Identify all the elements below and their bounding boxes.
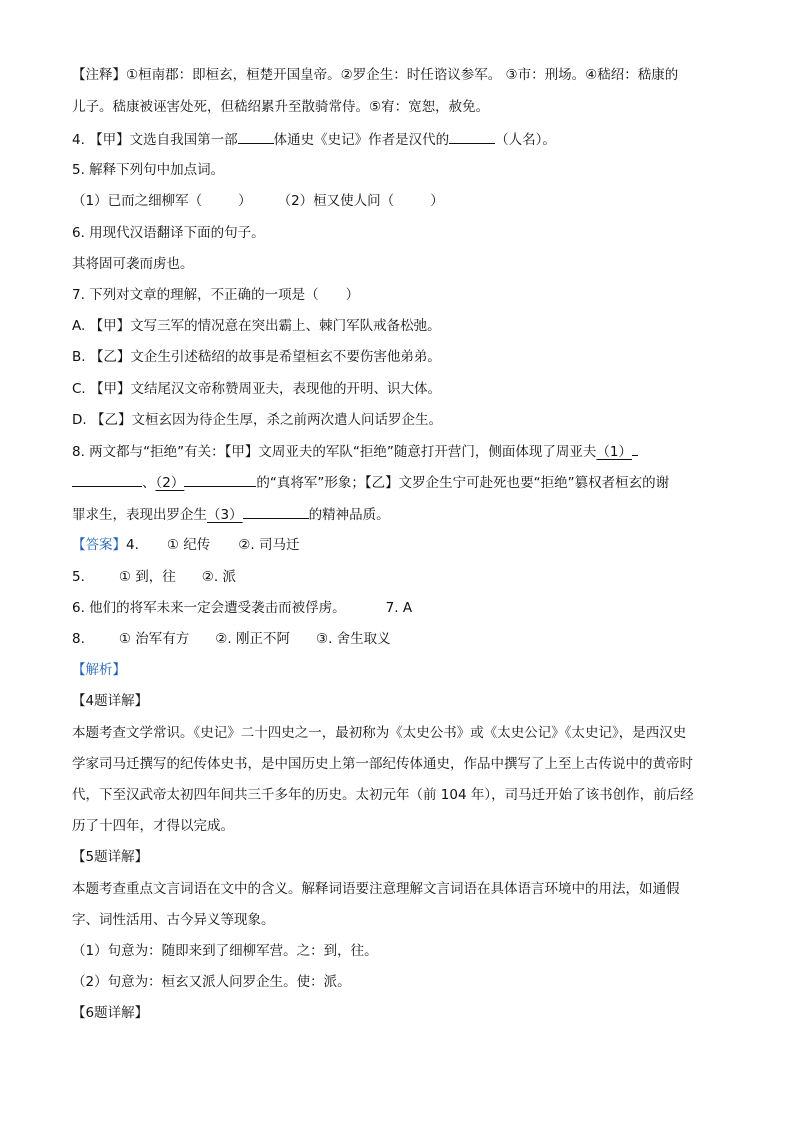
note-line-1: 【注释】①桓南郡：即桓玄，桓楚开国皇帝。②罗企生：时任谘议参军。 ③市：刑场。④嵇绍：嵇康的	[72, 67, 679, 83]
question-8-sep: 、	[142, 475, 156, 491]
question-8-blank-3: （3）	[207, 507, 243, 523]
blank-line	[72, 472, 142, 487]
question-4-text-a: 4. 【甲】文选自我国第一部	[72, 132, 238, 148]
answer-8-2: ②. 刚正不阿	[215, 631, 290, 647]
question-8-text-3a: 罪求生，表现出罗企生	[72, 507, 207, 523]
question-5-item-2-end: ）	[430, 193, 444, 209]
question-7-option-d: D. 【乙】文桓玄因为待企生厚，杀之前两次遣人问话罗企生。	[72, 412, 442, 428]
answer-line-5	[72, 567, 236, 587]
blank-line	[449, 129, 495, 144]
analysis-4-line-3: 代，下至汉武帝太初四年间共三千多年的历史。太初元年（前 104 年），司马迁开始了该书创作，前后经	[72, 787, 694, 803]
blank-line	[184, 472, 256, 487]
question-7-option-a: A. 【甲】文写三军的情况意在突出霸上、棘门军队戒备松弛。	[72, 318, 441, 334]
analysis-4-line-1: 本题考查文学常识。《史记》二十四史之一，最初称为《太史公书》或《太史公记》《太史记》，是西汉史	[72, 725, 687, 741]
question-7-title: 7. 下列对文章的理解，不正确的一项是（ ）	[72, 287, 360, 303]
answer-7: 7. A	[385, 600, 413, 616]
blank-line	[238, 129, 274, 144]
answer-5-1: ① 到，往	[118, 569, 176, 585]
analysis-label: 【解析】	[72, 662, 126, 678]
answer-4-number: 4.	[126, 537, 139, 553]
analysis-4-line-2: 学家司马迁撰写的纪传体史书，是中国历史上第一部纪传体通史，作品中撰写了上至上古传说中的黄帝时	[72, 756, 693, 772]
answer-line-8	[72, 629, 391, 649]
question-8-line-1	[72, 441, 638, 462]
answer-4-1: ① 纪传	[166, 537, 211, 553]
answer-4-2: ②. 司马迁	[238, 537, 300, 553]
question-7-option-b: B. 【乙】文企生引述嵇绍的故事是希望桓玄不要伤害他弟弟。	[72, 349, 441, 365]
analysis-heading-5: 【5题详解】	[72, 849, 149, 865]
answer-6: 6. 他们的将军未来一定会遭受袭击而被俘虏。	[72, 600, 346, 616]
question-8-text-3b: 的精神品质。	[308, 507, 390, 523]
answer-5-number: 5.	[72, 569, 85, 585]
question-7-option-c: C. 【甲】文结尾汉文帝称赞周亚夫，表现他的开明、识大体。	[72, 381, 442, 397]
analysis-5-line-4: （2）句意为：桓玄又派人问罗企生。使：派。	[72, 974, 351, 990]
note-line-2: 儿子。嵇康被诬害处死，但嵇绍累升至散骑常侍。⑤宥：宽恕，赦免。	[72, 99, 490, 115]
question-4-text-b: 体通史《史记》作者是汉代的	[273, 132, 450, 148]
question-5-item-2: （2）桓又使人问（	[277, 193, 395, 209]
answer-8-number: 8.	[72, 631, 85, 647]
question-6-sentence: 其将固可袭而虏也。	[72, 256, 194, 272]
blank-line	[243, 504, 309, 519]
answer-8-3: ③. 舍生取义	[315, 631, 391, 647]
answer-5-2: ②. 派	[201, 569, 236, 585]
question-5-title: 5. 解释下列句中加点词。	[72, 162, 225, 178]
question-4	[72, 129, 556, 150]
analysis-5-line-1: 本题考查重点文言词语在文中的含义。解释词语要注意理解文言词语在具体语言环境中的用法，如通假	[72, 881, 680, 897]
question-5-items	[72, 191, 444, 211]
analysis-4-line-4: 历了十四年，才得以完成。	[72, 818, 234, 834]
analysis-5-line-3: （1）句意为：随即来到了细柳军营。之：到，往。	[72, 943, 378, 959]
question-8-text-1: 8. 两文都与“拒绝”有关：【甲】文周亚夫的军队“拒绝”随意打开营门，侧面体现了周亚夫	[72, 444, 597, 460]
blank-line	[632, 441, 638, 456]
question-6-title: 6. 用现代汉语翻译下面的句子。	[72, 225, 265, 241]
analysis-heading-6: 【6题详解】	[72, 1005, 149, 1021]
answer-line-6-7	[72, 598, 412, 618]
question-5-item-1-end: ）	[238, 193, 252, 209]
analysis-heading-4: 【4题详解】	[72, 693, 149, 709]
question-8-blank-2: （2）	[155, 475, 185, 491]
answer-8-1: ① 治军有方	[118, 631, 190, 647]
answer-label: 【答案】	[72, 537, 126, 553]
question-8-line-2	[72, 472, 669, 493]
question-5-item-1: （1）已而之细柳军（	[72, 193, 203, 209]
question-8-line-3	[72, 504, 390, 525]
analysis-5-line-2: 字、词性活用、古今异义等现象。	[72, 912, 275, 928]
question-8-text-2: 的“真将军”形象；【乙】文罗企生宁可赴死也要“拒绝”篡权者桓玄的谢	[256, 475, 670, 491]
question-8-blank-1: （1）	[596, 444, 632, 460]
answer-line-4	[72, 535, 299, 555]
question-4-text-c: （人名）。	[495, 132, 556, 148]
